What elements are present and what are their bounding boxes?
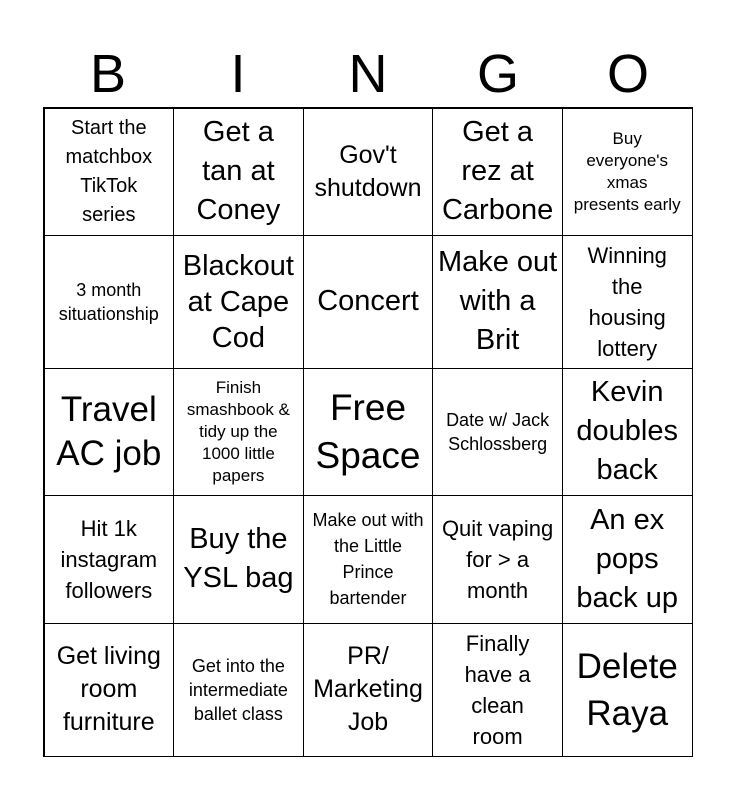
cell-text: Get a rez at Carbone [441,116,554,227]
cell-text: Concert [317,285,419,318]
bingo-cell[interactable] [432,108,563,236]
cell-text: Get a tan at Coney [196,116,281,227]
header-letter-b: B [89,44,127,104]
cell-text: Hit 1k instagram followers [60,515,158,603]
cell-text: Delete Raya [576,646,678,733]
bingo-cell[interactable] [303,623,434,757]
bingo-cell[interactable] [562,495,693,623]
bingo-cell[interactable] [44,495,175,623]
cell-text: Blackout at Cape Cod [182,249,294,354]
bingo-cell[interactable] [173,108,304,236]
cell-text: Winning the housing lottery [587,242,667,361]
bingo-cell[interactable] [303,108,434,236]
cell-text: Finally have a clean room [464,630,531,749]
cell-text: 3 month situationship [58,279,159,324]
bingo-cell[interactable] [432,495,563,623]
bingo-cell[interactable] [303,495,434,623]
header-letter-g: G [476,44,519,104]
cell-text: An ex pops back up [576,503,678,614]
bingo-cell[interactable] [432,368,563,496]
header-letter-i: I [230,44,246,104]
cell-text: PR/ Marketing Job [313,642,423,736]
cell-text: Get into the intermediate ballet class [188,655,288,724]
bingo-cell[interactable] [173,495,304,623]
bingo-cell[interactable] [44,623,175,757]
bingo-cell[interactable] [562,623,693,757]
bingo-cell[interactable] [173,623,304,757]
cell-text: Quit vaping for > a month [441,515,554,603]
cell-text: Kevin doubles back [576,376,678,487]
bingo-board [43,107,693,757]
header-letter-o: O [606,44,649,104]
bingo-cell[interactable] [562,235,693,369]
cell-text: Finish smashbook & tidy up the 1000 little papers [186,377,290,485]
cell-text: Get living room furniture [56,642,161,736]
bingo-cell[interactable] [562,108,693,236]
bingo-cell[interactable] [562,368,693,496]
cell-text: Make out with a Brit [437,246,558,357]
cell-text: Make out with the Little Prince bartender [312,510,424,609]
cell-text: Buy everyone's xmas presents early [573,128,681,214]
bingo-cell[interactable] [303,368,434,496]
bingo-cell[interactable] [44,235,175,369]
bingo-cell[interactable] [173,368,304,496]
cell-text: Travel AC job [56,389,162,473]
cell-text: Date w/ Jack Schlossberg [446,409,550,454]
bingo-cell[interactable] [303,235,434,369]
bingo-cell[interactable] [432,235,563,369]
bingo-cell[interactable] [432,623,563,757]
bingo-header [43,40,693,108]
bingo-cell[interactable] [44,108,175,236]
cell-text: Free Space [315,386,421,476]
header-letter-n: N [348,44,388,104]
cell-text: Start the matchbox TikTok series [65,116,153,226]
bingo-cell[interactable] [44,368,175,496]
cell-text: Buy the YSL bag [183,523,294,595]
cell-text: Gov't shutdown [314,140,422,202]
bingo-cell[interactable] [173,235,304,369]
